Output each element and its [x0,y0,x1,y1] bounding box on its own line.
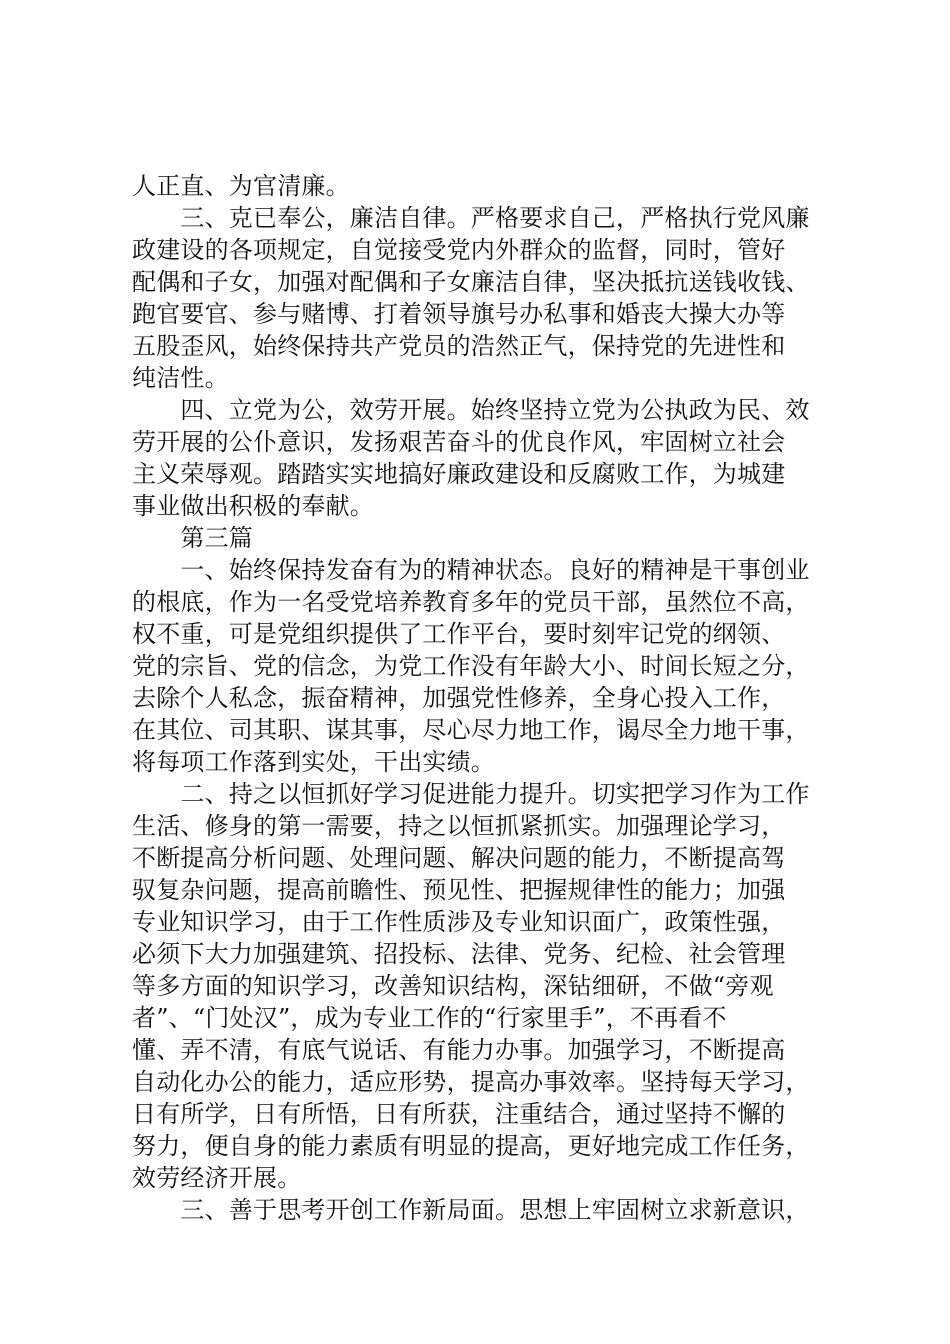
text-line: 二、持之以恒抓好学习促进能力提升。切实把学习作为工作 [132,780,810,808]
text-line: 日有所学，日有所悟，日有所获，注重结合，通过坚持不懈的 [132,1100,786,1128]
text-line: 一、始终保持发奋有为的精神状态。良好的精神是干事创业 [132,556,810,584]
text-line: 四、立党为公，效劳开展。始终坚持立党为公执政为民、效 [132,396,810,424]
text-line: 效劳经济开展。 [132,1164,302,1192]
text-line: 懂、弄不清，有底气说话、有能力办事。加强学习，不断提高 [132,1036,786,1064]
text-line: 驭复杂问题，提高前瞻性、预见性、把握规律性的能力；加强 [132,876,786,904]
text-line: 五股歪风，始终保持共产党员的浩然正气，保持党的先进性和 [132,332,786,360]
text-line: 配偶和子女，加强对配偶和子女廉洁自律，坚决抵抗送钱收钱、 [132,268,810,296]
text-line: 努力，便自身的能力素质有明显的提高，更好地完成工作任务， [132,1132,810,1160]
text-line: 者”、“门处汉”，成为专业工作的“行家里手”，不再看不 [132,1004,727,1032]
text-line: 将每项工作落到实处，干出实绩。 [132,748,495,776]
text-line: 自动化办公的能力，适应形势，提高办事效率。坚持每天学习， [132,1068,810,1096]
text-line: 纯洁性。 [132,364,229,392]
text-line: 的根底，作为一名受党培养教育多年的党员干部，虽然位不高， [132,588,810,616]
text-line: 三、善于思考开创工作新局面。思想上牢固树立求新意识， [132,1196,810,1224]
text-line: 必须下大力加强建筑、招投标、法律、党务、纪检、社会管理 [132,940,786,968]
text-line: 事业做出积极的奉献。 [132,492,374,520]
text-line: 人正直、为官清廉。 [132,172,350,200]
text-line: 专业知识学习，由于工作性质涉及专业知识面广，政策性强， [132,908,786,936]
text-line: 在其位、司其职、谋其事，尽心尽力地工作，谒尽全力地干事， [132,716,810,744]
text-line: 主义荣辱观。踏踏实实地搞好廉政建设和反腐败工作，为城建 [132,460,786,488]
text-line: 去除个人私念，振奋精神，加强党性修养，全身心投入工作， [132,684,786,712]
text-line: 不断提高分析问题、处理问题、解决问题的能力，不断提高驾 [132,844,786,872]
text-line: 跑官要官、参与赌博、打着领导旗号办私事和婚丧大操大办等 [132,300,786,328]
text-line: 政建设的各项规定，自觉接受党内外群众的监督，同时，管好 [132,236,786,264]
text-line: 权不重，可是党组织提供了工作平台，要时刻牢记党的纲领、 [132,620,786,648]
text-line: 党的宗旨、党的信念，为党工作没有年龄大小、时间长短之分， [132,652,810,680]
text-line: 等多方面的知识学习，改善知识结构，深钻细研，不做“旁观 [132,972,774,1000]
text-line: 劳开展的公仆意识，发扬艰苦奋斗的优良作风，牢固树立社会 [132,428,786,456]
text-line: 三、克已奉公，廉洁自律。严格要求自己，严格执行党风廉 [132,204,810,232]
text-line: 生活、修身的第一需要，持之以恒抓紧抓实。加强理论学习， [132,812,786,840]
section-heading: 第三篇 [132,524,253,552]
